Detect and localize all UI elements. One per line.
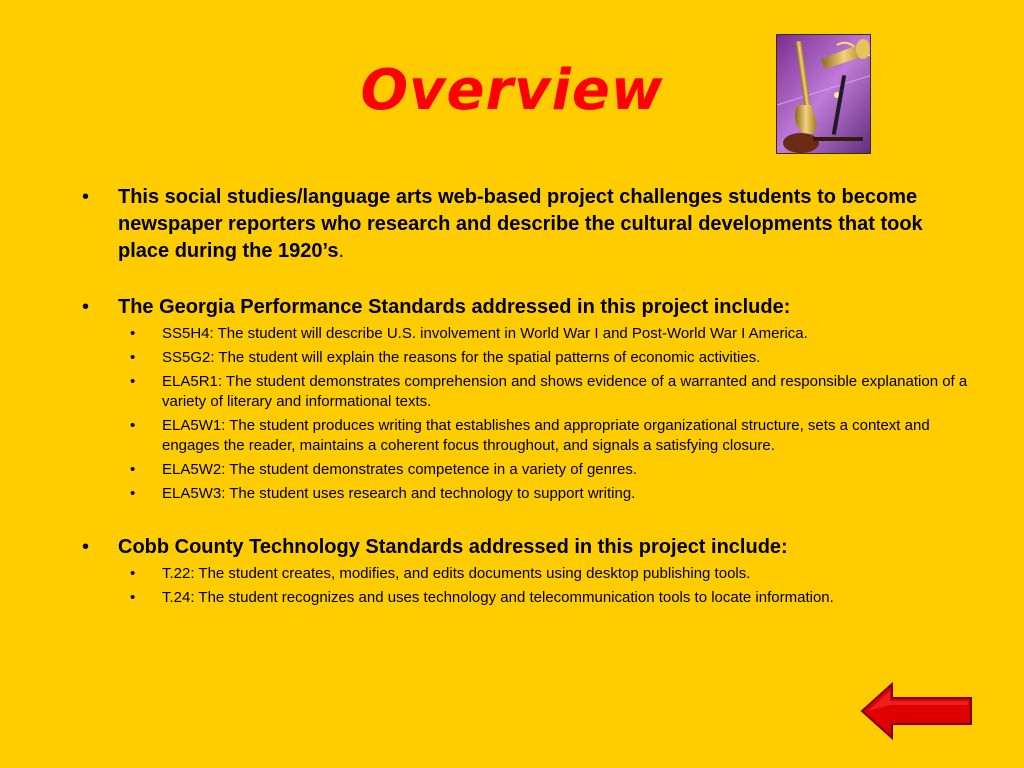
sub-bullet-marker: • [130, 589, 136, 606]
list-item [78, 348, 978, 368]
standard-text: ELA5W3: The student uses research and technology to support writing. [162, 485, 636, 502]
sub-bullet-marker: • [130, 485, 136, 502]
list-item [78, 460, 978, 480]
gps-standards-list [78, 324, 978, 504]
jazz-instruments-picture [776, 34, 871, 154]
sub-bullet-marker: • [130, 417, 136, 434]
standard-text: SS5G2: The student will explain the reasons for the spatial patterns of economic activities. [162, 349, 761, 366]
cobb-heading-bullet [78, 534, 978, 561]
standard-text: ELA5R1: The student demonstrates comprehension and shows evidence of a warranted and responsible explanation of a variety of literary and informational texts. [162, 373, 968, 410]
intro-bullet [78, 184, 978, 265]
sub-bullet-marker: • [130, 325, 136, 342]
list-item [78, 588, 978, 608]
standard-text: T.24: The student recognizes and uses technology and telecommunication tools to locate information. [162, 589, 834, 606]
slide-title: Overview [360, 58, 664, 123]
standard-text: SS5H4: The student will describe U.S. involvement in World War I and Post-World War I America. [162, 325, 808, 342]
list-item [78, 564, 978, 584]
gps-heading-bullet [78, 294, 978, 321]
sub-bullet-marker: • [130, 565, 136, 582]
standard-text: ELA5W1: The student produces writing that establishes and appropriate organizational structure, sets a context and engages the reader, maintains a coherent focus throughout, and signals a satisfying closure. [162, 417, 930, 454]
bullet-marker: • [82, 296, 90, 318]
list-item [78, 416, 978, 456]
gps-heading: The Georgia Performance Standards addressed in this project include: [118, 296, 791, 318]
intro-text: This social studies/language arts web-based project challenges students to become newspaper reporters who research and describe the cultural developments that took place during the 1920’s [118, 186, 923, 262]
sub-bullet-marker: • [130, 373, 136, 390]
standard-text: T.22: The student creates, modifies, and edits documents using desktop publishing tools. [162, 565, 751, 582]
bullet-marker: • [82, 186, 90, 208]
cobb-standards-group [78, 534, 978, 608]
cobb-heading: Cobb County Technology Standards addressed in this project include: [118, 536, 788, 558]
list-item [78, 484, 978, 504]
gps-standards-group [78, 294, 978, 504]
cobb-standards-list [78, 564, 978, 608]
bullet-marker: • [82, 536, 90, 558]
intro-period: . [338, 240, 345, 262]
list-item [78, 372, 978, 412]
standard-text: ELA5W2: The student demonstrates competence in a variety of genres. [162, 461, 637, 478]
sub-bullet-marker: • [130, 349, 136, 366]
slide-body [78, 184, 978, 638]
list-item [78, 324, 978, 344]
sub-bullet-marker: • [130, 461, 136, 478]
back-arrow-icon[interactable] [860, 682, 974, 740]
